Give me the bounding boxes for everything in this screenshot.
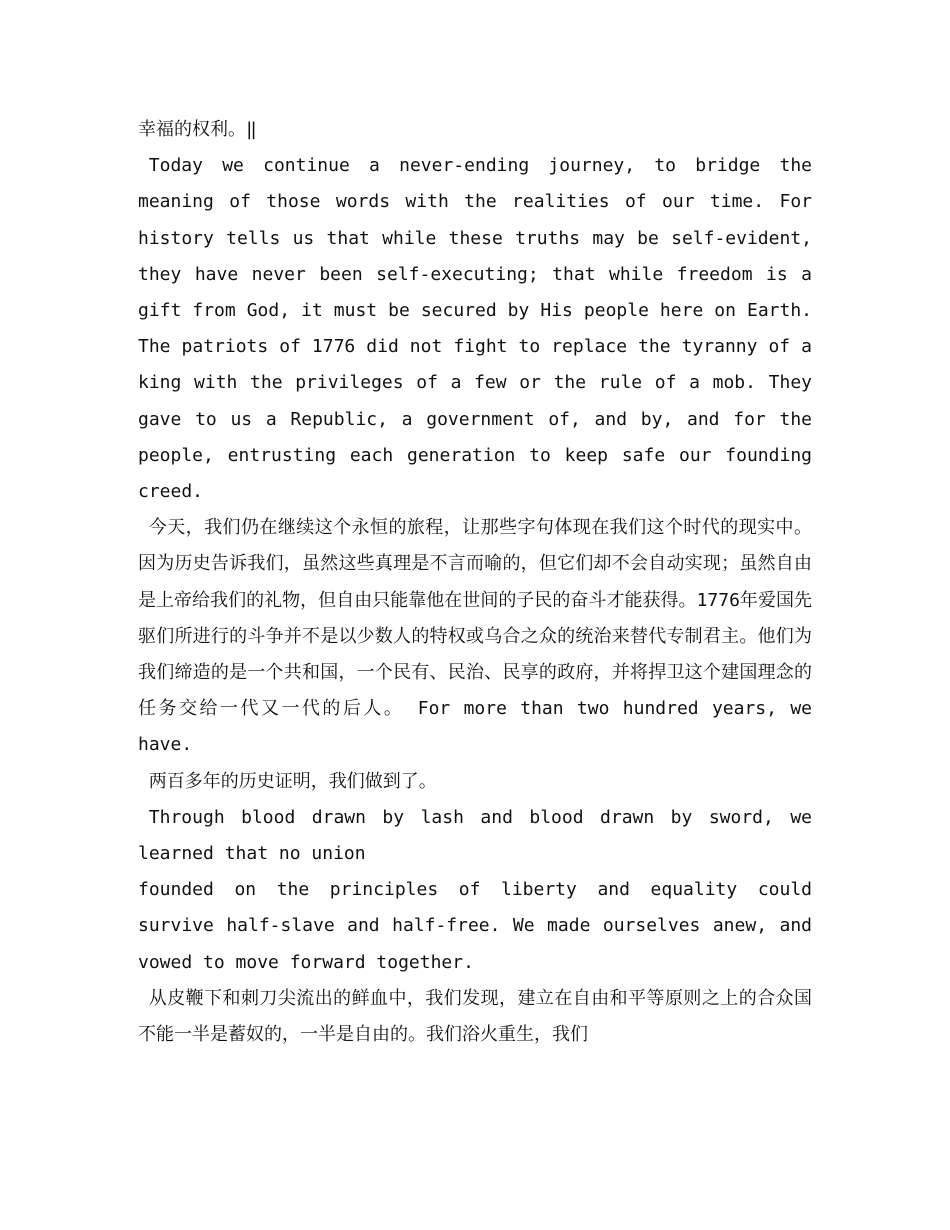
paragraph-2: Today we continue a never-ending journey, to bridge the meaning of those words with the realities of our time. For history tells us that while these truths may be self-evident, they have never been self-executing; that while freedom is a gift from God, it must be secured by His people here on Earth. The patriots of 1776 did not fight to replace the tyranny of a king with the privileges of a few or the rule of a mob. They gave to us a Republic, a government of, and by, and for the people, entrusting each generation to keep safe our founding creed.: [138, 155, 812, 503]
document-body: [138, 112, 812, 1053]
paragraph-4: 两百多年的历史证明，我们做到了。: [148, 770, 437, 792]
paragraph-1: [138, 112, 812, 148]
paragraph-6: founded on the principles of liberty and equality could survive half-slave and half-free. We made ourselves anew, and vowed to move forward together.: [138, 879, 812, 973]
paragraph-3: 今天，我们仍在继续这个永恒的旅程，让那些字句体现在我们这个时代的现实中。因为历史告诉我们，虽然这些真理是不言而喻的，但它们却不会自动实现；虽然自由是上帝给我们的礼物，但自由只能靠他在世间的子民的奋斗才能获得。1776年爱国先驱们所进行的斗争并不是以少数人的特权或乌合之众的统治来替代专制君主。他们为我们缔造的是一个共和国，一个民有、民治、民享的政府，并将捍卫这个建国理念的任务交给一代又一代的后人。 For more than two hundred years, we have.: [138, 517, 812, 756]
paragraph-1-line: 幸福的权利。‖: [138, 119, 257, 140]
paragraph-5: Through blood drawn by lash and blood drawn by sword, we learned that no union: [138, 806, 812, 865]
paragraph-7: 从皮鞭下和刺刀尖流出的鲜血中，我们发现，建立在自由和平等原则之上的合众国不能一半是蓄奴的，一半是自由的。我们浴火重生，我们: [138, 987, 812, 1046]
